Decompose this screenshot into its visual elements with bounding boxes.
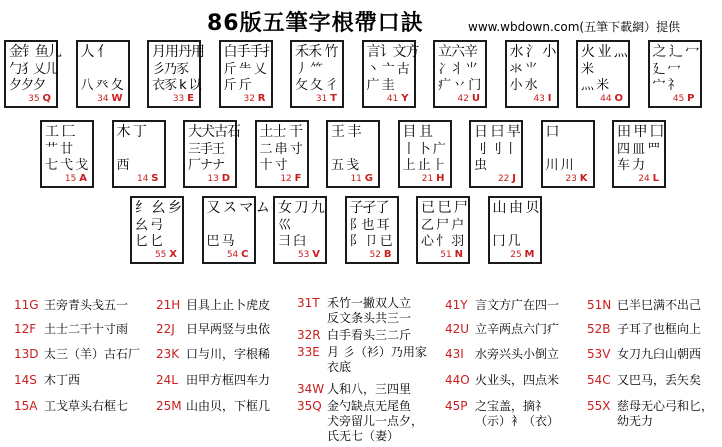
key-tertiary-root: 川 川: [545, 158, 573, 173]
mnemonic-text-continued: 幼无力: [617, 414, 654, 428]
key-secondary-root: 阝也 耳: [349, 218, 389, 233]
mnemonic-text: 目具上止卜虎皮: [186, 298, 271, 312]
mnemonic-code: 15A: [14, 399, 38, 413]
key-code: 35 Q: [28, 93, 51, 104]
mnemonic-11g: [14, 298, 128, 313]
key-secondary-root: 冫丬 ⺌: [438, 62, 478, 77]
mnemonic-code: 54C: [587, 373, 611, 387]
key-n: [416, 196, 470, 264]
key-tertiary-root: 小 水: [509, 78, 537, 93]
key-code: 51 N: [440, 249, 463, 260]
key-tertiary-root: 广 圭: [366, 78, 394, 93]
key-secondary-root: 彡乃豕: [152, 62, 189, 77]
key-code: 54 C: [226, 249, 249, 260]
key-x: [130, 196, 184, 264]
mnemonic-code: 41Y: [445, 298, 468, 312]
key-h: [398, 120, 452, 188]
mnemonic-code: 53V: [587, 347, 611, 361]
mnemonic-text: 言文方广在四一: [475, 298, 560, 312]
key-primary-root: 土士 干: [259, 124, 302, 140]
mnemonic-code: 34W: [297, 382, 325, 396]
key-code: 12 F: [280, 173, 302, 184]
mnemonic-text: 金勺缺点无尾鱼: [327, 399, 412, 413]
key-code: 52 B: [369, 249, 392, 260]
key-v: [273, 196, 327, 264]
key-code: 41 Y: [386, 93, 409, 104]
mnemonic-text: 土士二干十寸雨: [44, 322, 129, 336]
key-secondary-root: 刂 刂 丨: [474, 142, 517, 157]
mnemonic-code: 33E: [297, 345, 320, 359]
mnemonic-22j: [156, 322, 270, 337]
key-c: [202, 196, 269, 264]
key-tertiary-root: 八 癶 夂: [80, 78, 123, 93]
mnemonic-code: 12F: [14, 322, 37, 336]
key-l: [612, 120, 666, 188]
mnemonic-text: 又巴马，丢矢矣: [617, 373, 702, 387]
mnemonic-45p: [445, 399, 547, 414]
key-tertiary-root: 虫: [474, 158, 487, 173]
mnemonic-code: 14S: [14, 373, 37, 387]
mnemonic-code: 24L: [156, 373, 178, 387]
key-q: [4, 40, 61, 108]
key-tertiary-root: 十 寸: [259, 158, 287, 173]
key-primary-root: 山 由 贝: [492, 200, 539, 216]
key-k: [541, 120, 595, 188]
key-primary-root: 水 氵 小: [509, 44, 556, 60]
mnemonic-text-continued: （示）衤（衣）: [475, 414, 560, 428]
key-tertiary-root: 匕 匕: [135, 234, 163, 249]
mnemonic-text-continued: 氏无七（妻）: [327, 429, 400, 443]
key-w: [76, 40, 130, 108]
key-t: [290, 40, 344, 108]
mnemonic-41y: [445, 298, 559, 313]
key-b: [345, 196, 399, 264]
key-code: 15 A: [64, 173, 87, 184]
key-code: 13 D: [207, 173, 230, 184]
key-tertiary-root: 攵 夂 彳: [295, 78, 338, 93]
mnemonic-text: 工戈草头右框七: [44, 399, 129, 413]
key-s: [112, 120, 166, 188]
key-tertiary-root: 巴 马: [206, 234, 234, 249]
key-code: 11 G: [350, 173, 373, 184]
key-m: [488, 196, 542, 264]
mnemonic-text: 禾竹一撇双人立: [327, 296, 412, 310]
mnemonic-text-continued: 衣底: [327, 360, 352, 374]
mnemonic-code: 52B: [587, 322, 611, 336]
key-d: [183, 120, 240, 188]
mnemonic-code: 45P: [445, 399, 468, 413]
key-tertiary-root: 七 弋 戈: [45, 158, 88, 173]
key-primary-root: 田 甲 囗: [617, 124, 663, 140]
mnemonic-text: 之宝盖，摘礻: [475, 399, 548, 413]
key-tertiary-root: 西: [116, 158, 129, 173]
key-i: [505, 40, 559, 108]
key-primary-root: 言讠文方: [366, 44, 419, 60]
mnemonic-code: 51N: [587, 298, 612, 312]
key-code: 25 M: [510, 249, 535, 260]
key-code: 34 W: [97, 93, 123, 104]
mnemonic-code: 21H: [156, 298, 181, 312]
key-primary-root: 木 丁: [116, 124, 146, 140]
key-primary-root: 又 ス マ ム: [206, 200, 269, 216]
mnemonic-15a: [14, 399, 128, 414]
key-secondary-root: 四 皿 罒: [617, 142, 660, 157]
key-a: [40, 120, 94, 188]
key-secondary-root: 米: [581, 62, 594, 77]
mnemonic-35q: [297, 399, 411, 414]
mnemonic-code: 13D: [14, 347, 39, 361]
mnemonic-text: 女刀九臼山朝西: [617, 347, 702, 361]
key-primary-root: 女 刀 九: [278, 200, 324, 216]
key-primary-root: 火 业 灬: [581, 44, 627, 60]
key-primary-root: 口: [545, 124, 559, 140]
key-tertiary-root: 宀 礻: [652, 78, 680, 93]
key-g: [326, 120, 380, 188]
key-primary-root: 立六辛: [438, 44, 477, 60]
key-primary-root: 工 匚: [45, 124, 75, 140]
key-secondary-root: 幺 弓: [135, 218, 163, 233]
key-secondary-root: 丶 亠 古: [366, 62, 409, 77]
mnemonic-code: 32R: [297, 328, 321, 342]
mnemonic-code: 35Q: [297, 399, 322, 413]
mnemonic-24l: [156, 373, 270, 388]
mnemonic-33e: [297, 345, 427, 360]
mnemonic-53v: [587, 347, 701, 362]
mnemonic-code: 22J: [156, 322, 175, 336]
mnemonic-31t: [297, 296, 411, 311]
key-o: [576, 40, 630, 108]
key-secondary-root: 艹 廿: [45, 142, 73, 157]
mnemonic-32r: [297, 328, 411, 343]
key-p: [648, 40, 702, 108]
key-secondary-root: 三手王: [188, 142, 225, 157]
mnemonic-42u: [445, 322, 559, 337]
mnemonic-34w: [297, 382, 411, 397]
mnemonic-13d: [14, 347, 140, 362]
key-primary-root: 人 亻: [80, 44, 110, 60]
key-u: [433, 40, 487, 108]
key-code: 22 J: [497, 173, 516, 184]
key-primary-root: 金钅鱼儿: [9, 44, 61, 60]
key-secondary-root: 氺 ⺌: [509, 62, 537, 77]
key-code: 23 K: [565, 173, 588, 184]
mnemonic-code: 31T: [297, 296, 320, 310]
key-code: 45 P: [672, 93, 695, 104]
key-secondary-root: 巛: [278, 218, 291, 233]
mnemonic-text: 水旁兴头小倒立: [475, 347, 560, 361]
key-primary-root: 之 辶 冖: [652, 44, 699, 60]
key-tertiary-root: 彐 臼: [278, 234, 306, 249]
key-tertiary-root: 冂 几: [492, 234, 520, 249]
mnemonic-code: 25M: [156, 399, 182, 413]
key-primary-root: 已 巳 尸: [421, 200, 467, 216]
mnemonic-text: 白手看头三二斤: [327, 328, 412, 342]
key-primary-root: 禾禾 竹: [295, 44, 338, 60]
key-tertiary-root: 斤 斤: [223, 78, 251, 93]
key-secondary-root: 勹犭乂儿: [9, 62, 58, 77]
key-secondary-root: 二 串 寸: [259, 142, 302, 157]
mnemonic-text: 慈母无心弓和匕，: [617, 399, 714, 413]
key-primary-root: 月用丹用: [152, 44, 204, 60]
mnemonic-51n: [587, 298, 701, 313]
key-code: 32 R: [243, 93, 266, 104]
mnemonic-text: 火业头，四点米: [475, 373, 560, 387]
key-e: [147, 40, 204, 108]
mnemonic-text: 口与川，字根稀: [186, 347, 271, 361]
mnemonic-23k: [156, 347, 270, 362]
key-tertiary-root: 厂ナナ: [188, 158, 225, 173]
mnemonic-text: 立辛两点六门疒: [475, 322, 560, 336]
mnemonic-text: 太三（羊）古石厂: [44, 347, 141, 361]
key-tertiary-root: 心 忄 羽: [421, 234, 464, 249]
key-r: [219, 40, 276, 108]
key-tertiary-root: 车 力: [617, 158, 645, 173]
mnemonic-44o: [445, 373, 559, 388]
mnemonic-code: 42U: [445, 322, 470, 336]
mnemonic-text: 子耳了也框向上: [617, 322, 702, 336]
mnemonic-text: 王旁青头戋五一: [44, 298, 129, 312]
key-code: 42 U: [457, 93, 480, 104]
key-code: 55 X: [154, 249, 177, 260]
key-secondary-root: 斤 ⺧ 乂: [223, 62, 266, 77]
mnemonic-text: 已半巳满不出己: [617, 298, 702, 312]
key-code: 44 O: [600, 93, 623, 104]
key-secondary-root: 丿 ⺮: [295, 62, 323, 77]
key-f: [255, 120, 309, 188]
key-tertiary-root: 衣豕 k 以: [152, 78, 201, 93]
key-j: [469, 120, 523, 188]
key-secondary-root: 丨 卜 广: [402, 142, 445, 157]
mnemonic-code: 23K: [156, 347, 180, 361]
credit-line: www.wbdown.com(五筆下載網）提供: [468, 20, 681, 34]
key-tertiary-root: 疒 丷 门: [438, 78, 481, 93]
mnemonic-text: 日早两竖与虫依: [186, 322, 271, 336]
key-code: 31 T: [315, 93, 337, 104]
key-tertiary-root: 上 止 ⺊: [402, 158, 445, 173]
key-primary-root: 王 丰: [331, 124, 361, 140]
mnemonic-text: 山由贝，下框几: [186, 399, 271, 413]
key-tertiary-root: 阝 卩 已: [349, 234, 392, 249]
mnemonic-43i: [445, 347, 559, 362]
key-code: 24 L: [638, 173, 659, 184]
mnemonic-text-continued: 犬旁留儿一点夕，: [327, 414, 424, 428]
key-primary-root: 目 且: [402, 124, 432, 140]
key-secondary-root: 乙 尸 户: [421, 218, 464, 233]
mnemonic-code: 55X: [587, 399, 611, 413]
key-code: 43 I: [533, 93, 552, 104]
key-primary-root: 大犬古石: [188, 124, 240, 140]
key-code: 33 E: [172, 93, 194, 104]
mnemonic-52b: [587, 322, 701, 337]
key-y: [362, 40, 419, 108]
key-primary-root: 日 曰 早: [474, 124, 520, 140]
key-code: 14 S: [136, 173, 159, 184]
mnemonic-14s: [14, 373, 80, 388]
key-primary-root: 纟 幺 乡: [135, 200, 181, 216]
key-code: 21 H: [421, 173, 445, 184]
mnemonic-54c: [587, 373, 701, 388]
key-primary-root: 白手手扌: [223, 44, 276, 60]
key-tertiary-root: 五 戋: [331, 158, 359, 173]
mnemonic-55x: [587, 399, 713, 414]
key-secondary-root: 廴 冖: [652, 62, 680, 77]
mnemonic-21h: [156, 298, 270, 313]
mnemonic-text: 人和八，三四里: [327, 382, 412, 396]
key-tertiary-root: 灬 米: [581, 78, 609, 93]
mnemonic-text: 田甲方框四车力: [186, 373, 271, 387]
mnemonic-text: 木丁西: [44, 373, 81, 387]
mnemonic-text-continued: 反文条头共三一: [327, 311, 412, 325]
page-title: 86版五筆字根帶口訣: [207, 11, 424, 36]
key-tertiary-root: 夕夕夕: [9, 78, 46, 93]
mnemonic-25m: [156, 399, 270, 414]
mnemonic-12f: [14, 322, 128, 337]
mnemonic-code: 11G: [14, 298, 39, 312]
mnemonic-text: 月 彡（衫）乃用家: [327, 345, 427, 359]
mnemonic-code: 44O: [445, 373, 470, 387]
key-code: 53 V: [297, 249, 320, 260]
mnemonic-code: 43I: [445, 347, 464, 361]
key-primary-root: 子孑了: [349, 200, 389, 216]
